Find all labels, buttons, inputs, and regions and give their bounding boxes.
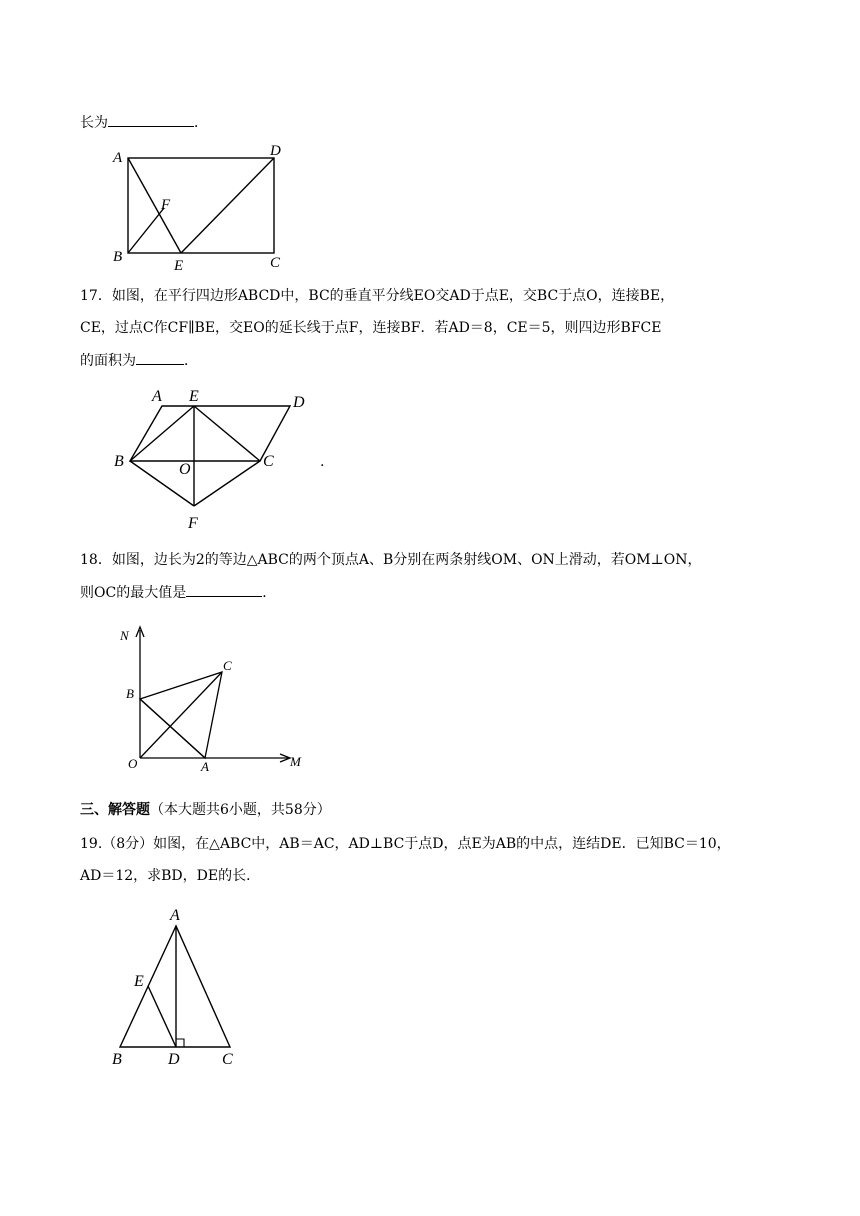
section-3-title: 三、解答题 bbox=[80, 802, 150, 818]
q19-segment-de bbox=[148, 986, 176, 1047]
q17-line-3-text: 的面积为 bbox=[80, 353, 136, 369]
q17-trailing-dot: . bbox=[320, 454, 325, 470]
q18-label-a: A bbox=[201, 759, 209, 774]
q18-label-c: C bbox=[223, 658, 232, 673]
q19-label-c: C bbox=[222, 1051, 233, 1068]
q18-label-n: N bbox=[120, 628, 129, 643]
q17-segment-be bbox=[130, 406, 194, 461]
q19-line-2: AD＝12，求BD，DE的长． bbox=[80, 868, 261, 884]
q16-label-a: A bbox=[113, 150, 123, 166]
q17-line-1: 17．如图，在平行四边形ABCD中，BC的垂直平分线EO交AD于点E，交BC于点O，连接BE， bbox=[80, 288, 675, 304]
q19-label-b: B bbox=[112, 1051, 122, 1068]
q16-label-d: D bbox=[270, 143, 281, 159]
q16-rectangle-abcd bbox=[128, 158, 274, 253]
q16-figure bbox=[108, 140, 298, 274]
q16-tail-line bbox=[80, 112, 208, 133]
q17-label-o: O bbox=[179, 461, 191, 478]
q18-segment-ab bbox=[140, 699, 205, 758]
q16-label-f: F bbox=[161, 197, 171, 213]
q18-answer-blank[interactable] bbox=[186, 582, 262, 597]
q17-label-c: C bbox=[263, 453, 274, 470]
q16-segment-bf bbox=[128, 208, 164, 253]
q19-label-a: A bbox=[170, 907, 180, 924]
q19-label-d: D bbox=[168, 1051, 180, 1068]
q19-label-e: E bbox=[134, 973, 144, 990]
q18-line-1: 18．如图，边长为2的等边△ABC的两个顶点A、B分别在两条射线OM、ON上滑动，若OM⊥ON， bbox=[80, 552, 702, 568]
q17-figure bbox=[108, 384, 338, 534]
q17-segment-ce bbox=[194, 406, 260, 461]
q17-label-d: D bbox=[293, 394, 305, 411]
q16-label-b: B bbox=[113, 249, 123, 265]
q16-tail-end: ． bbox=[194, 115, 208, 131]
q17-answer-blank[interactable] bbox=[136, 350, 184, 365]
q18-line-2-text: 则OC的最大值是 bbox=[80, 585, 187, 601]
q16-answer-blank[interactable] bbox=[108, 112, 194, 127]
q18-line-2 bbox=[80, 582, 276, 603]
q17-label-e: E bbox=[189, 388, 199, 405]
q17-line-3 bbox=[80, 350, 198, 371]
q16-tail-text: 长为 bbox=[80, 115, 108, 131]
q16-label-c: C bbox=[270, 255, 281, 271]
q17-label-a: A bbox=[152, 388, 162, 405]
q17-label-f: F bbox=[188, 515, 198, 532]
section-3-heading bbox=[80, 800, 331, 820]
q16-segment-ae bbox=[128, 158, 181, 253]
q19-line-1: 19.（8分）如图，在△ABC中，AB＝AC，AD⊥BC于点D，点E为AB的中点，连结DE．已知BC＝10， bbox=[80, 836, 731, 852]
section-3-note: （本大题共6小题，共58分） bbox=[150, 802, 331, 818]
q16-label-e: E bbox=[174, 258, 184, 274]
q18-label-m: M bbox=[290, 754, 301, 769]
q18-figure bbox=[112, 620, 312, 776]
q18-line-2-end: ． bbox=[262, 585, 277, 601]
q17-label-b: B bbox=[114, 453, 124, 470]
q19-figure bbox=[104, 900, 254, 1072]
q18-label-o: O bbox=[128, 756, 138, 771]
q17-line-3-end: ． bbox=[184, 353, 198, 369]
q16-segment-ed bbox=[181, 158, 274, 253]
q19-right-angle-mark bbox=[176, 1039, 184, 1047]
q17-line-2: CE，过点C作CF∥BE，交EO的延长线于点F，连接BF．若AD＝8，CE＝5，则四边形BFCE bbox=[80, 320, 662, 336]
q18-label-b: B bbox=[126, 686, 134, 701]
q17-segment-cf bbox=[194, 461, 260, 506]
